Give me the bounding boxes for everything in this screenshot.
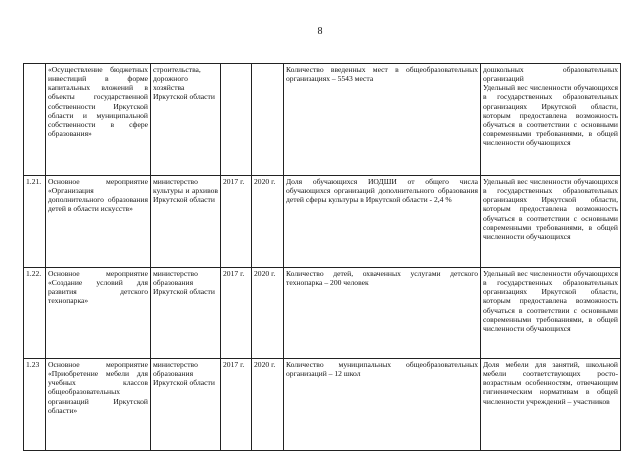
measures-table — [23, 63, 621, 451]
end-year-cell — [252, 64, 284, 176]
executor-cell: министерство образования Иркутской области — [151, 268, 221, 359]
end-year-cell: 2020 г. — [252, 268, 284, 359]
page-number: 8 — [317, 26, 323, 37]
row-number: 1.22. — [24, 268, 46, 359]
table-row — [24, 268, 621, 359]
indicator-cell: Удельный вес численности обучающихся в государственных образовательных организациях Иркутской области, которым предоставлена возможность обучаться в соответствии с основными современными требованиями, в общей численности обучающихся — [481, 176, 621, 268]
table-row — [24, 176, 621, 268]
start-year-cell: 2017 г. — [221, 359, 252, 451]
start-year-cell: 2017 г. — [221, 268, 252, 359]
executor-cell: строительства, дорожного хозяйства Иркутской области — [151, 64, 221, 176]
result-cell: Количество муниципальных общеобразовательных организаций – 12 школ — [284, 359, 481, 451]
measure-cell: Основное мероприятие «Создание условий для развития детского технопарка» — [46, 268, 151, 359]
indicator-cell: Доля мебели для занятий, школьной мебели соответствующих росто-возрастным особенностям, отвечающим гигиеническим нормативам в общей численности учреждений – участников — [481, 359, 621, 451]
table-row — [24, 359, 621, 451]
indicator-cell: дошкольных образовательных организаций Удельный вес численности обучающихся в государственных образовательных организациях Иркутской области, которым предоставлена возможность обучаться в соответствии с основными современными требованиями, в общей численности обучающихся — [481, 64, 621, 176]
measure-cell: Основное мероприятие «Приобретение мебели для учебных классов общеобразовательных организаций Иркутской области» — [46, 359, 151, 451]
end-year-cell: 2020 г. — [252, 176, 284, 268]
result-cell: Количество детей, охваченных услугами детского технопарка – 200 человек — [284, 268, 481, 359]
measure-cell: «Осуществление бюджетных инвестиций в форме капитальных вложений в объекты государственной собственности Иркутской области и муниципальной собственности в сфере образования» — [46, 64, 151, 176]
result-cell: Количество введенных мест в общеобразовательных организациях – 5543 места — [284, 64, 481, 176]
result-cell: Доля обучающихся ИОДШИ от общего числа обучающихся организаций дополнительного образования детей сферы культуры в Иркутской области - 2,4 % — [284, 176, 481, 268]
start-year-cell: 2017 г. — [221, 176, 252, 268]
executor-cell: министерство культуры и архивов Иркутской области — [151, 176, 221, 268]
executor-cell: министерство образования Иркутской области — [151, 359, 221, 451]
row-number: 1.21. — [24, 176, 46, 268]
row-number — [24, 64, 46, 176]
row-number: 1.23 — [24, 359, 46, 451]
end-year-cell: 2020 г. — [252, 359, 284, 451]
measure-cell: Основное мероприятие «Организация дополнительного образования детей в области искусств» — [46, 176, 151, 268]
table-row — [24, 64, 621, 176]
start-year-cell — [221, 64, 252, 176]
indicator-cell: Удельный вес численности обучающихся в государственных образовательных организациях Иркутской области, которым предоставлена возможность обучаться в соответствии с основными современными требованиями, в общей численности обучающихся — [481, 268, 621, 359]
